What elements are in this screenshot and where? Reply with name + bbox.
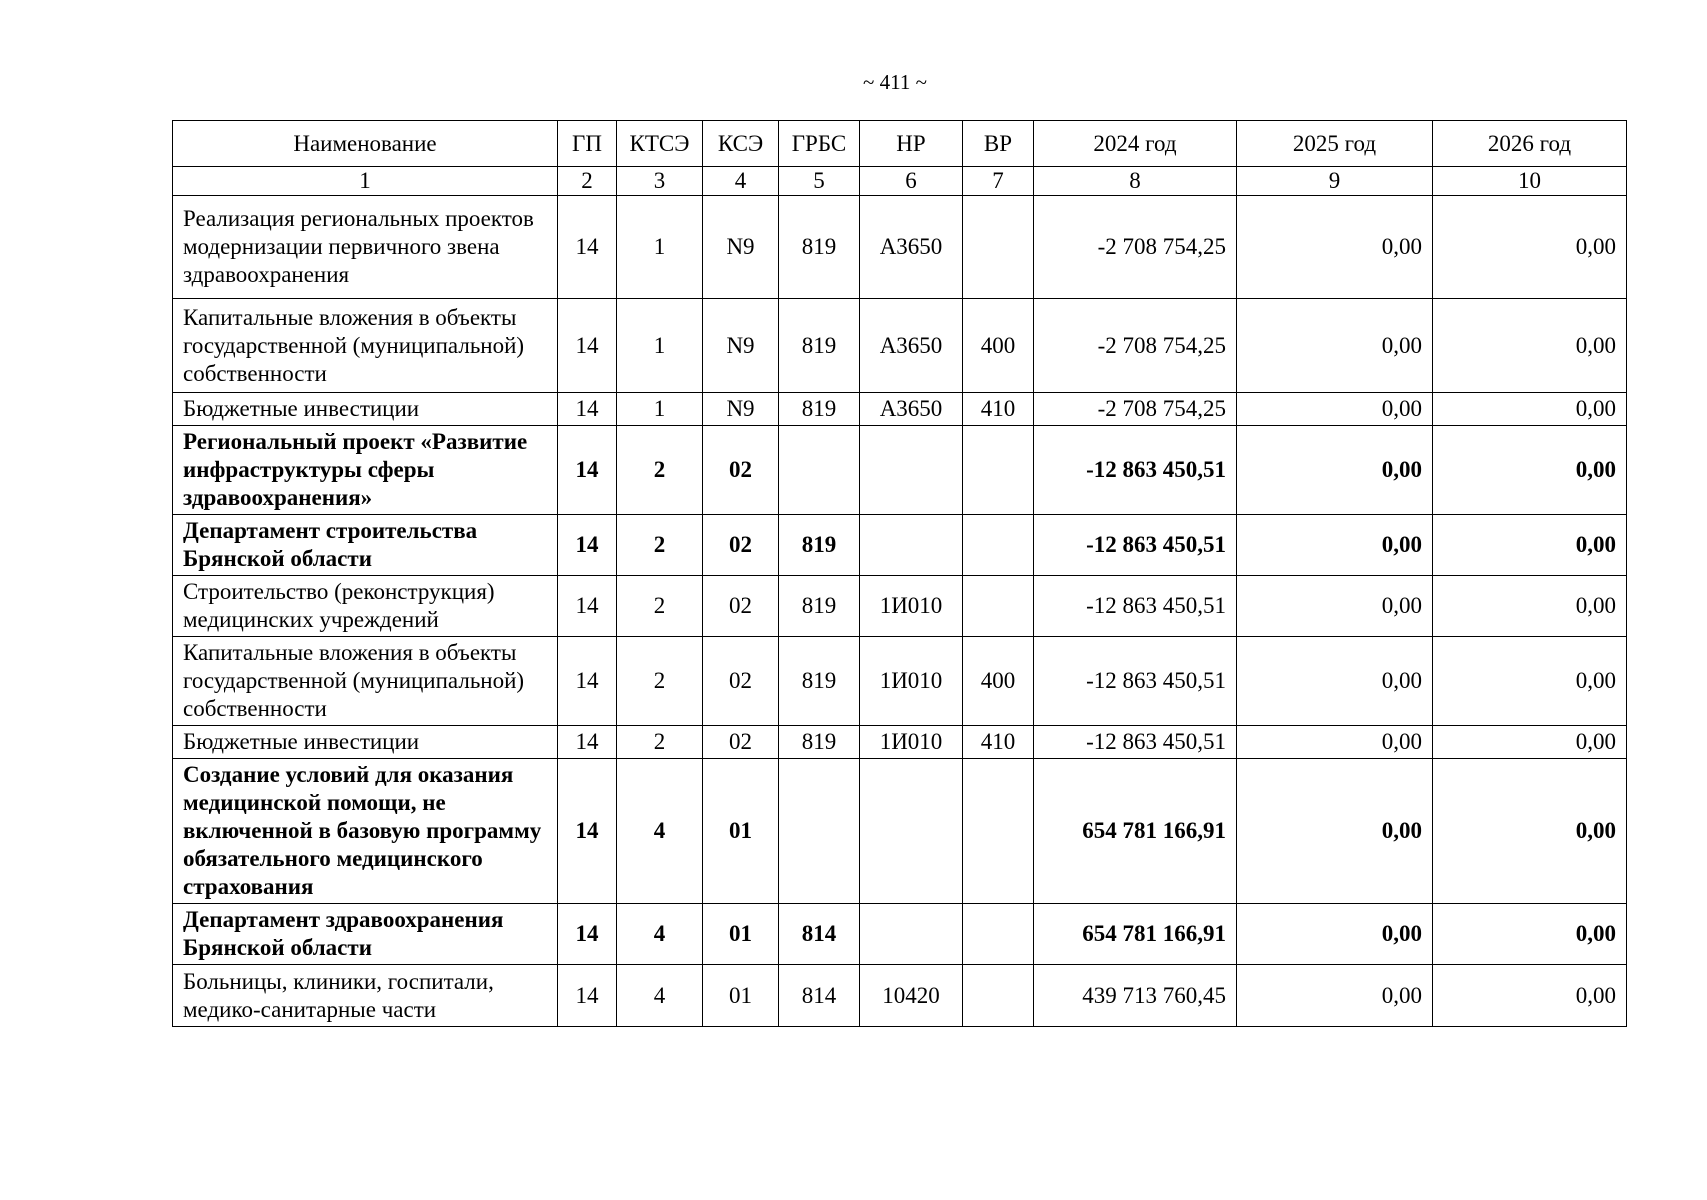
amount-2026-cell: 0,00 (1433, 726, 1627, 759)
vr-cell (963, 759, 1034, 904)
header-name: Наименование (173, 121, 558, 167)
row-name-cell: Строительство (реконструкция) медицинских учреждений (173, 576, 558, 637)
amount-2026-cell: 0,00 (1433, 637, 1627, 726)
nr-cell: 1И010 (860, 576, 963, 637)
amount-2024-cell: 654 781 166,91 (1034, 759, 1237, 904)
table-body (173, 167, 1627, 1027)
amount-2024-cell: 439 713 760,45 (1034, 965, 1237, 1027)
gp-cell: 14 (558, 759, 617, 904)
amount-2024-cell: -2 708 754,25 (1034, 196, 1237, 299)
row-name-cell: Создание условий для оказания медицинской помощи, не включенной в базовую программу обязательного медицинского страхования (173, 759, 558, 904)
header-grbs: ГРБС (779, 121, 860, 167)
amount-2024-cell: -2 708 754,25 (1034, 299, 1237, 393)
amount-2025-cell: 0,00 (1237, 426, 1433, 515)
table-row (173, 759, 1627, 904)
column-number: 4 (703, 167, 779, 196)
amount-2026-cell: 0,00 (1433, 393, 1627, 426)
grbs-cell: 819 (779, 196, 860, 299)
budget-table (172, 120, 1627, 1027)
ktse-cell: 2 (617, 515, 703, 576)
amount-2026-cell: 0,00 (1433, 196, 1627, 299)
kse-cell: 02 (703, 576, 779, 637)
row-name-cell: Бюджетные инвестиции (173, 726, 558, 759)
kse-cell: 01 (703, 759, 779, 904)
ktse-cell: 1 (617, 299, 703, 393)
row-name-cell: Департамент строительства Брянской области (173, 515, 558, 576)
amount-2026-cell: 0,00 (1433, 965, 1627, 1027)
amount-2025-cell: 0,00 (1237, 393, 1433, 426)
grbs-cell: 819 (779, 299, 860, 393)
amount-2026-cell: 0,00 (1433, 576, 1627, 637)
vr-cell (963, 904, 1034, 965)
table-row (173, 426, 1627, 515)
kse-cell: N9 (703, 393, 779, 426)
grbs-cell: 819 (779, 637, 860, 726)
amount-2025-cell: 0,00 (1237, 515, 1433, 576)
column-number: 2 (558, 167, 617, 196)
kse-cell: 02 (703, 515, 779, 576)
gp-cell: 14 (558, 637, 617, 726)
amount-2025-cell: 0,00 (1237, 299, 1433, 393)
vr-cell: 400 (963, 299, 1034, 393)
header-row (173, 121, 1627, 167)
column-number: 8 (1034, 167, 1237, 196)
vr-cell (963, 515, 1034, 576)
amount-2024-cell: -12 863 450,51 (1034, 637, 1237, 726)
header-ktse: КТСЭ (617, 121, 703, 167)
amount-2024-cell: -12 863 450,51 (1034, 726, 1237, 759)
grbs-cell (779, 426, 860, 515)
amount-2024-cell: -12 863 450,51 (1034, 576, 1237, 637)
nr-cell (860, 759, 963, 904)
header-2026: 2026 год (1433, 121, 1627, 167)
ktse-cell: 4 (617, 759, 703, 904)
kse-cell: 02 (703, 726, 779, 759)
nr-cell: 1И010 (860, 637, 963, 726)
row-name-cell: Капитальные вложения в объекты государственной (муниципальной) собственности (173, 299, 558, 393)
table-row (173, 576, 1627, 637)
gp-cell: 14 (558, 726, 617, 759)
kse-cell: 02 (703, 426, 779, 515)
kse-cell: N9 (703, 196, 779, 299)
kse-cell: N9 (703, 299, 779, 393)
column-number: 1 (173, 167, 558, 196)
table-row (173, 904, 1627, 965)
grbs-cell: 819 (779, 393, 860, 426)
gp-cell: 14 (558, 393, 617, 426)
gp-cell: 14 (558, 299, 617, 393)
row-name-cell: Капитальные вложения в объекты государственной (муниципальной) собственности (173, 637, 558, 726)
column-number: 10 (1433, 167, 1627, 196)
amount-2025-cell: 0,00 (1237, 965, 1433, 1027)
vr-cell: 400 (963, 637, 1034, 726)
gp-cell: 14 (558, 196, 617, 299)
amount-2024-cell: -12 863 450,51 (1034, 515, 1237, 576)
kse-cell: 02 (703, 637, 779, 726)
row-name-cell: Региональный проект «Развитие инфраструктуры сферы здравоохранения» (173, 426, 558, 515)
column-number: 7 (963, 167, 1034, 196)
nr-cell: А3650 (860, 299, 963, 393)
nr-cell: 10420 (860, 965, 963, 1027)
column-number: 9 (1237, 167, 1433, 196)
table-row (173, 726, 1627, 759)
row-name-cell: Департамент здравоохранения Брянской области (173, 904, 558, 965)
grbs-cell: 814 (779, 965, 860, 1027)
ktse-cell: 4 (617, 904, 703, 965)
nr-cell (860, 904, 963, 965)
amount-2025-cell: 0,00 (1237, 904, 1433, 965)
row-name-cell: Больницы, клиники, госпитали, медико-санитарные части (173, 965, 558, 1027)
vr-cell (963, 576, 1034, 637)
table-row (173, 196, 1627, 299)
header-gp: ГП (558, 121, 617, 167)
ktse-cell: 1 (617, 196, 703, 299)
grbs-cell (779, 759, 860, 904)
amount-2025-cell: 0,00 (1237, 759, 1433, 904)
table-header (173, 121, 1627, 167)
grbs-cell: 819 (779, 726, 860, 759)
header-kse: КСЭ (703, 121, 779, 167)
ktse-cell: 2 (617, 426, 703, 515)
gp-cell: 14 (558, 515, 617, 576)
amount-2025-cell: 0,00 (1237, 576, 1433, 637)
amount-2024-cell: 654 781 166,91 (1034, 904, 1237, 965)
grbs-cell: 819 (779, 515, 860, 576)
kse-cell: 01 (703, 904, 779, 965)
table-row (173, 393, 1627, 426)
gp-cell: 14 (558, 904, 617, 965)
table-row (173, 965, 1627, 1027)
row-name-cell: Бюджетные инвестиции (173, 393, 558, 426)
grbs-cell: 814 (779, 904, 860, 965)
ktse-cell: 4 (617, 965, 703, 1027)
nr-cell: А3650 (860, 196, 963, 299)
column-number: 6 (860, 167, 963, 196)
row-name-cell: Реализация региональных проектов модернизации первичного звена здравоохранения (173, 196, 558, 299)
ktse-cell: 1 (617, 393, 703, 426)
grbs-cell: 819 (779, 576, 860, 637)
table-row (173, 299, 1627, 393)
gp-cell: 14 (558, 426, 617, 515)
vr-cell (963, 426, 1034, 515)
vr-cell (963, 965, 1034, 1027)
amount-2026-cell: 0,00 (1433, 515, 1627, 576)
header-2024: 2024 год (1034, 121, 1237, 167)
amount-2025-cell: 0,00 (1237, 196, 1433, 299)
amount-2024-cell: -12 863 450,51 (1034, 426, 1237, 515)
amount-2026-cell: 0,00 (1433, 904, 1627, 965)
header-vr: ВР (963, 121, 1034, 167)
vr-cell (963, 196, 1034, 299)
vr-cell: 410 (963, 726, 1034, 759)
nr-cell (860, 426, 963, 515)
amount-2026-cell: 0,00 (1433, 759, 1627, 904)
nr-cell (860, 515, 963, 576)
column-number: 3 (617, 167, 703, 196)
ktse-cell: 2 (617, 576, 703, 637)
page-number: ~ 411 ~ (863, 70, 927, 94)
amount-2024-cell: -2 708 754,25 (1034, 393, 1237, 426)
column-numbering-row (173, 167, 1627, 196)
nr-cell: 1И010 (860, 726, 963, 759)
amount-2025-cell: 0,00 (1237, 726, 1433, 759)
header-2025: 2025 год (1237, 121, 1433, 167)
amount-2026-cell: 0,00 (1433, 299, 1627, 393)
gp-cell: 14 (558, 965, 617, 1027)
column-number: 5 (779, 167, 860, 196)
table-row (173, 515, 1627, 576)
kse-cell: 01 (703, 965, 779, 1027)
table-row (173, 637, 1627, 726)
header-nr: НР (860, 121, 963, 167)
nr-cell: А3650 (860, 393, 963, 426)
ktse-cell: 2 (617, 726, 703, 759)
vr-cell: 410 (963, 393, 1034, 426)
ktse-cell: 2 (617, 637, 703, 726)
gp-cell: 14 (558, 576, 617, 637)
amount-2025-cell: 0,00 (1237, 637, 1433, 726)
amount-2026-cell: 0,00 (1433, 426, 1627, 515)
